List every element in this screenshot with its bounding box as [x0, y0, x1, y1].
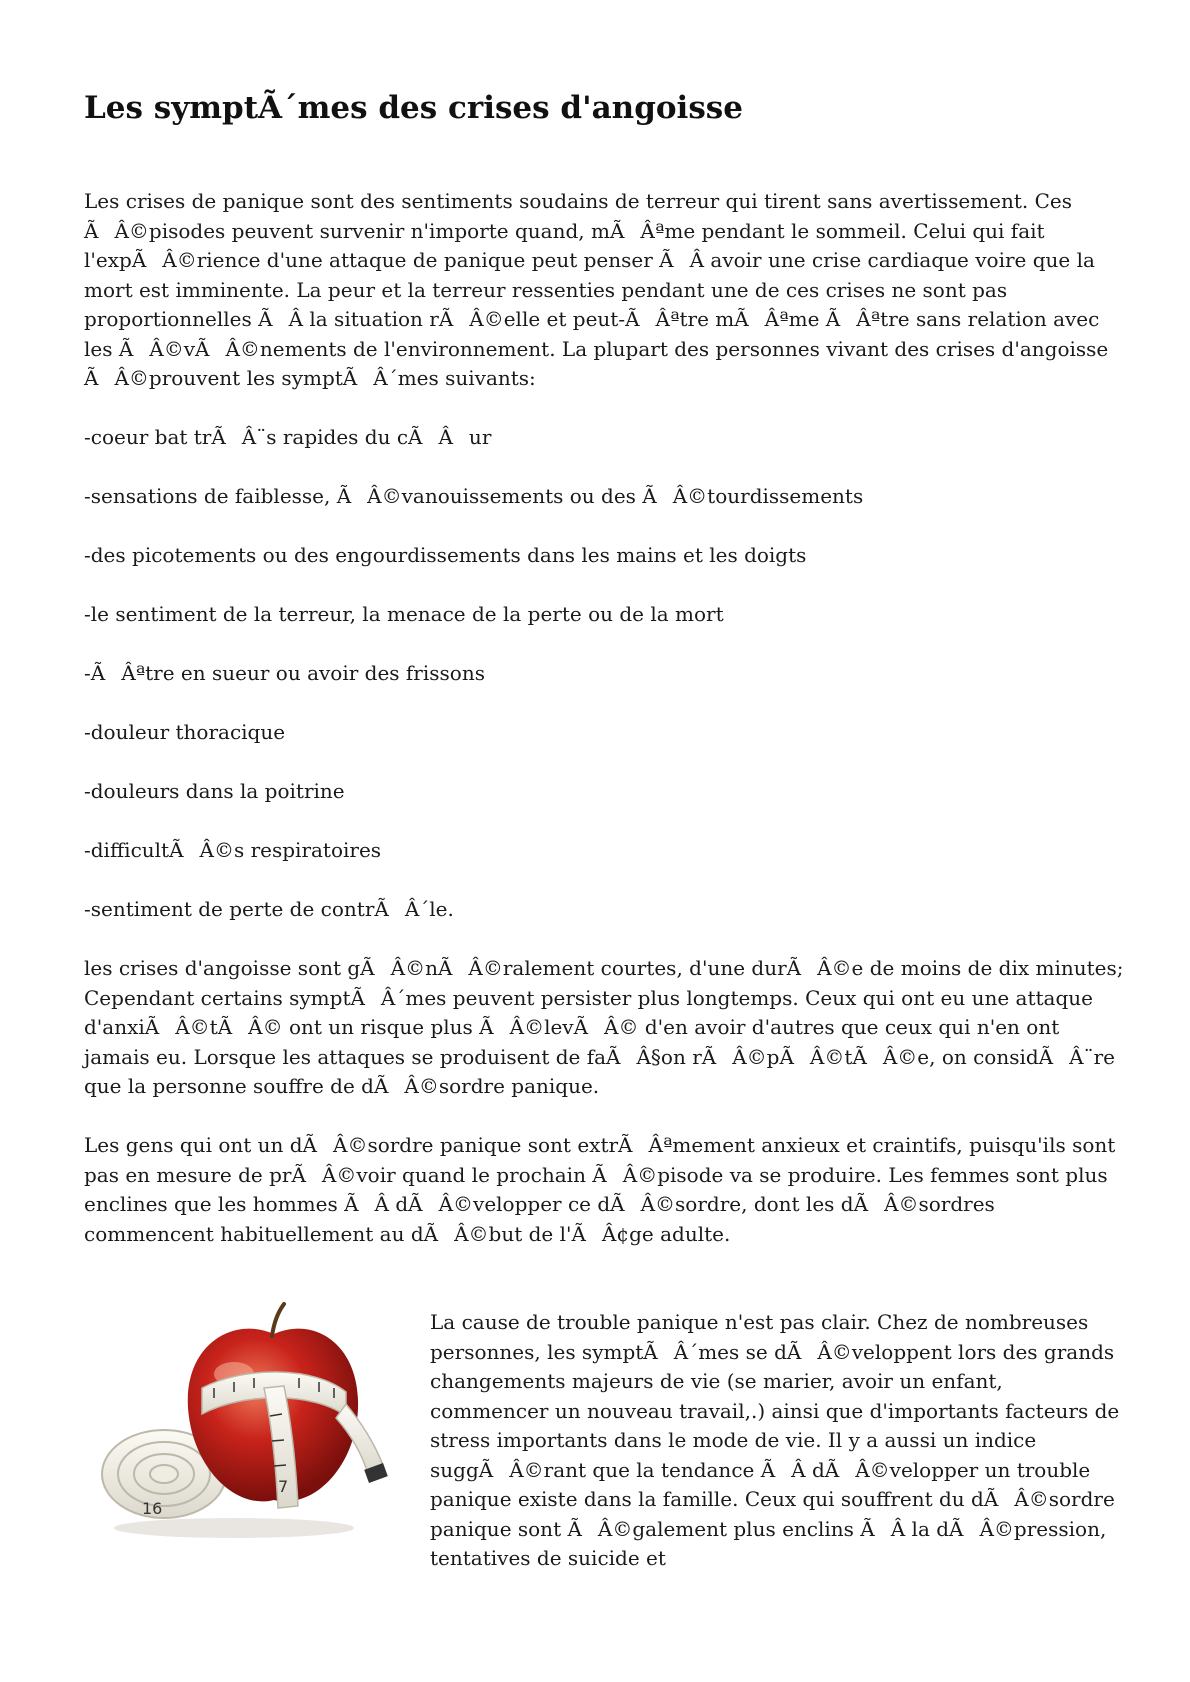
- cause-paragraph: La cause de trouble panique n'est pas clair. Chez de nombreuses personnes, les symptÃÂ´mes se dÃÂ©veloppent lors des grands changements majeurs de vie (se marier, avoir un enfant, commencer un nouveau travail,.) ainsi que d'importants facteurs de stress importants dans le mode de vie. Il y a aussi un indice suggÃÂ©rant que la tendance ÃÂ dÃÂ©velopper un trouble panique existe dans la famille. Ceux qui souffrent du dÃÂ©sordre panique sont ÃÂ©galement plus enclins ÃÂ la dÃÂ©pression, tentatives de suicide et: [430, 1310, 1120, 1570]
- apple-with-measuring-tape-icon: [84, 1296, 414, 1546]
- list-item: -difficultÃÂ©s respiratoires: [84, 838, 382, 862]
- list-item: -sentiment de perte de contrÃÂ´le.: [84, 897, 454, 921]
- page-title: Les symptÃ´mes des crises d'angoisse: [84, 90, 743, 126]
- list-item: -coeur bat trÃÂ¨s rapides du cÃ Âur: [84, 425, 492, 449]
- article-body: [84, 187, 1124, 1603]
- list-item: -douleur thoracique: [84, 720, 286, 744]
- intro-paragraph: Les crises de panique sont des sentiments soudains de terreur qui tirent sans avertissement. Ces ÃÂ©pisodes peuvent survenir n'importe quand, mÃÂªme pendant le sommeil. Celui qui fait l'expÃÂ©rience d'une attaque de panique peut penser ÃÂ avoir une crise cardiaque voire que la mort est imminente. La peur et la terreur ressenties pendant une de ces crises ne sont pas proportionnelles ÃÂ la situation rÃÂ©elle et peut-ÃÂªtre mÃÂªme ÃÂªtre sans relation avec les ÃÂ©vÃÂ©nements de l'environnement. La plupart des personnes vivant des crises d'angoisse ÃÂ©prouvent les symptÃÂ´mes suivants:: [84, 189, 1109, 390]
- tape-number-16: 16: [142, 1499, 163, 1518]
- list-item: -douleurs dans la poitrine: [84, 779, 345, 803]
- list-item: -sensations de faiblesse, ÃÂ©vanouissements ou des ÃÂ©tourdissements: [84, 484, 864, 508]
- disorder-paragraph: Les gens qui ont un dÃÂ©sordre panique sont extrÃÂªmement anxieux et craintifs, puisqu'ils sont pas en mesure de prÃÂ©voir quand le prochain ÃÂ©pisode va se produire. Les femmes sont plus enclines que les hommes ÃÂ dÃÂ©velopper ce dÃÂ©sordre, dont les dÃÂ©sordres commencent habituellement au dÃÂ©but de l'ÃÂ¢ge adulte.: [84, 1133, 1116, 1246]
- list-item: -des picotements ou des engourdissements dans les mains et les doigts: [84, 543, 807, 567]
- list-item: -le sentiment de la terreur, la menace de la perte ou de la mort: [84, 602, 724, 626]
- list-item: -ÃÂªtre en sueur ou avoir des frissons: [84, 661, 485, 685]
- tape-number-7: 7: [278, 1477, 289, 1496]
- symptoms-list: [84, 423, 1124, 925]
- duration-paragraph: les crises d'angoisse sont gÃÂ©nÃÂ©ralement courtes, d'une durÃÂ©e de moins de dix minutes; Cependant certains symptÃÂ´mes peuvent persister plus longtemps. Ceux qui ont eu une attaque d'anxiÃÂ©tÃÂ© ont un risque plus ÃÂ©levÃÂ© d'en avoir d'autres que ceux qui n'en ont jamais eu. Lorsque les attaques se produisent de faÃÂ§on rÃÂ©pÃÂ©tÃÂ©e, on considÃÂ¨re que la personne souffre de dÃÂ©sordre panique.: [84, 956, 1124, 1098]
- cause-section: [84, 1308, 1124, 1574]
